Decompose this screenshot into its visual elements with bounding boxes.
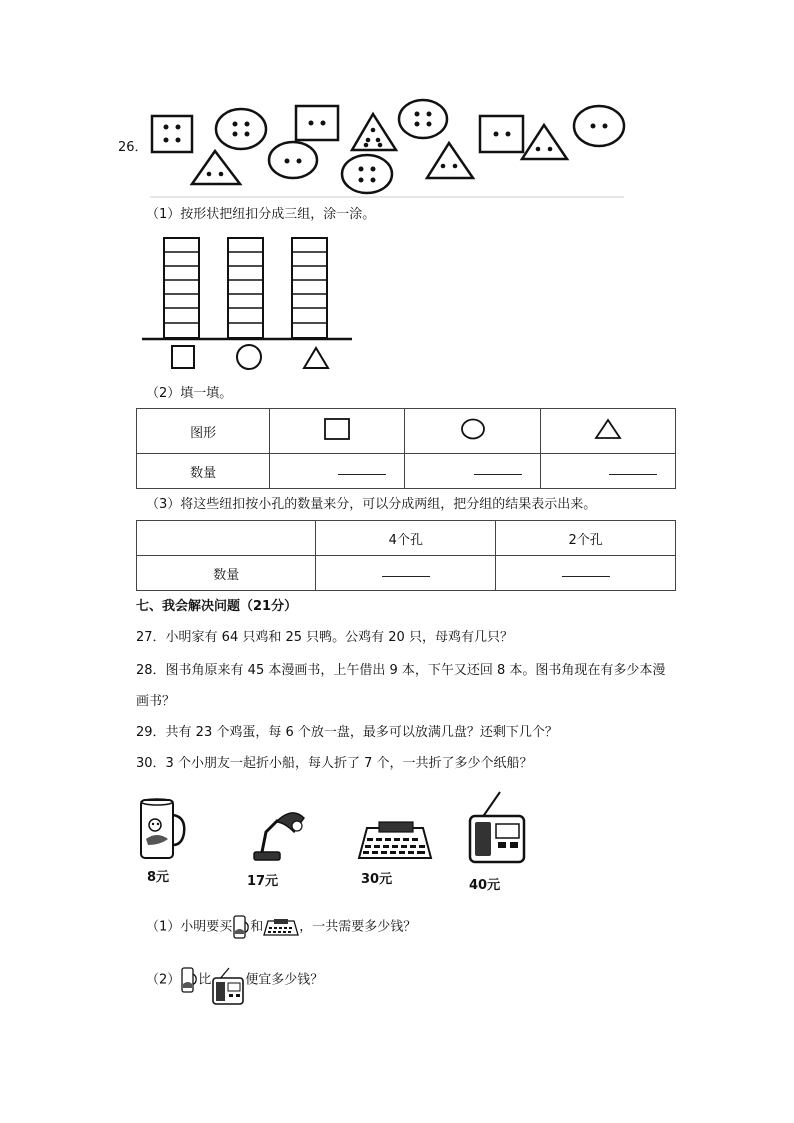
mug-icon	[232, 914, 250, 940]
square-icon	[323, 417, 351, 441]
table1-circle-cell	[405, 409, 540, 454]
coloring-grid	[140, 233, 355, 375]
radio-icon	[211, 966, 245, 1006]
triangle-icon	[594, 418, 622, 440]
table2-corner-cell	[137, 521, 316, 556]
answer-blank-2-holes[interactable]	[562, 566, 610, 577]
sub-q2-prefix: （2）	[146, 972, 181, 988]
calculator-icon	[263, 917, 299, 937]
question-number-26: 26．	[118, 140, 148, 155]
sub-q1-and: 和	[250, 919, 264, 935]
hole-count-table	[136, 520, 676, 591]
shape-count-table	[136, 408, 676, 489]
part3-text: （3）将这些纽扣按小孔的数量来分，可以分成两组，把分组的结果表示出来。	[146, 497, 597, 512]
calculator-icon	[357, 818, 433, 864]
part1-text: （1）按形状把纽扣分成三组，涂一涂。	[146, 207, 376, 222]
answer-blank-square[interactable]	[338, 464, 386, 475]
mug-icon	[138, 795, 188, 865]
price-radio: 40元	[469, 878, 501, 893]
part2-text: （2）填一填。	[146, 386, 233, 401]
buttons-picture	[140, 98, 630, 198]
question-27: 27．小明家有 64 只鸡和 25 只鸭。公鸡有 20 只，母鸡有几只？	[136, 630, 513, 645]
answer-blank-circle[interactable]	[474, 464, 522, 475]
price-calculator: 30元	[361, 872, 393, 887]
question-29: 29．共有 23 个鸡蛋，每 6 个放一盘，最多可以放满几盘？还剩下几个？	[136, 725, 558, 740]
table1-triangle-cell	[540, 409, 675, 454]
section7-heading: 七、我会解决问题（21分）	[136, 599, 298, 614]
price-lamp: 17元	[247, 874, 279, 889]
sub-q2-mid: 比	[198, 972, 212, 988]
table2-col1-header: 4个孔	[316, 521, 496, 556]
table1-row-label: 数量	[137, 454, 270, 489]
sub-question-2	[146, 960, 323, 1000]
sub-q2-suffix: 便宜多少钱？	[245, 972, 324, 988]
sub-question-1	[146, 914, 416, 940]
price-mug: 8元	[147, 870, 170, 885]
radio-icon	[466, 788, 528, 868]
sub-q1-suffix: ，一共需要多少钱？	[299, 919, 417, 935]
answer-blank-4-holes[interactable]	[382, 566, 430, 577]
question-30: 30．3 个小朋友一起折小船，每人折了 7 个，一共折了多少个纸船？	[136, 756, 533, 771]
question-28-line1: 28．图书角原来有 45 本漫画书，上午借出 9 本，下午又还回 8 本。图书角现在有多少本漫	[136, 663, 666, 678]
sub-q1-prefix: （1）小明要买	[146, 919, 233, 935]
table2-col2-header: 2个孔	[496, 521, 676, 556]
table2-row-label: 数量	[137, 556, 316, 591]
table1-header-label: 图形	[137, 409, 270, 454]
circle-icon	[460, 418, 486, 440]
mug-icon	[180, 966, 198, 994]
answer-blank-triangle[interactable]	[609, 464, 657, 475]
desk-lamp-icon	[248, 800, 308, 865]
question-28-line2: 画书？	[136, 694, 176, 709]
table1-square-cell	[270, 409, 405, 454]
